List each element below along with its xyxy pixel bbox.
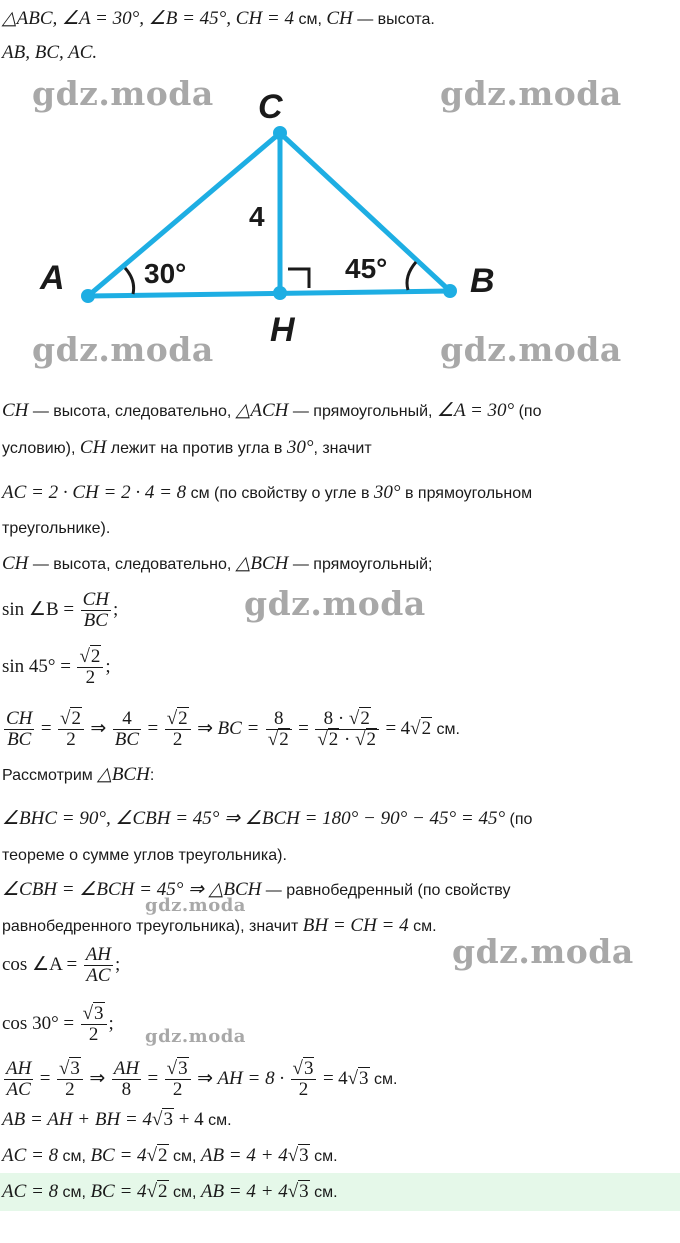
math: ⇒ bbox=[197, 718, 214, 739]
math: ∠CBH = ∠BCH = 45° ⇒ △BCH bbox=[2, 879, 262, 900]
fraction: $\frac{√2}{2}$ bbox=[58, 709, 84, 750]
solution-line-3 bbox=[2, 482, 532, 505]
math: BC = bbox=[217, 718, 260, 739]
math: AB = 4 + 4 bbox=[200, 1145, 288, 1166]
vertex-c-dot bbox=[273, 126, 287, 140]
fraction: $\frac{8 \cdot √2}{√2 \cdot √2}$ bbox=[315, 709, 379, 750]
label-angle-a: 30° bbox=[144, 258, 187, 289]
math: cos ∠A = bbox=[2, 954, 78, 975]
punct: ; bbox=[108, 1013, 114, 1034]
text: см, bbox=[168, 1184, 201, 1201]
denominator: 2 bbox=[85, 667, 96, 689]
math: BC = 4 bbox=[90, 1181, 147, 1202]
bc-derivation bbox=[2, 706, 460, 753]
text: — высота, следовательно, bbox=[28, 556, 236, 573]
watermark: gdz.moda bbox=[440, 74, 622, 113]
fraction: $\frac{AH}{8}$ bbox=[113, 1058, 140, 1101]
summary-line bbox=[2, 1145, 338, 1168]
math: △ACH bbox=[235, 400, 289, 421]
math: √2 bbox=[146, 1145, 168, 1166]
label-angle-b: 45° bbox=[345, 253, 388, 284]
math: + 4 bbox=[173, 1109, 204, 1130]
numerator: CH bbox=[82, 589, 109, 611]
watermark: gdz.moda bbox=[452, 932, 634, 971]
math: CH bbox=[79, 437, 107, 458]
angles-line bbox=[2, 808, 532, 831]
watermark: gdz.moda bbox=[32, 330, 214, 369]
fraction: $\frac{AH}{AC}$ bbox=[6, 1058, 32, 1101]
isosceles-line-2 bbox=[2, 915, 437, 938]
math: AC = 2 · CH = 2 · 4 = 8 bbox=[2, 482, 187, 503]
given-ch: CH bbox=[326, 8, 353, 29]
consider-line bbox=[2, 764, 154, 787]
vertices bbox=[81, 126, 457, 303]
watermark: gdz.moda bbox=[145, 1026, 246, 1047]
math: AB = AH + BH = 4 bbox=[2, 1109, 152, 1130]
text: , значит bbox=[313, 440, 372, 457]
text: см. bbox=[309, 1148, 338, 1165]
solution-line-4: треугольнике). bbox=[2, 520, 111, 537]
text: лежит на против угла в bbox=[106, 440, 287, 457]
text: : bbox=[149, 767, 155, 784]
solution-line-1 bbox=[2, 400, 541, 423]
watermark: gdz.moda bbox=[145, 895, 246, 916]
math: ⇒ bbox=[197, 1068, 213, 1089]
math: sin ∠B = bbox=[2, 599, 75, 620]
denominator: BC bbox=[83, 610, 108, 632]
fraction: $\frac{√2}{2}$ bbox=[77, 647, 103, 688]
angle-b-arc bbox=[407, 262, 416, 290]
punct: ; bbox=[105, 656, 111, 677]
fraction: $\frac{√3}{2}$ bbox=[57, 1059, 83, 1100]
text: в прямоугольном bbox=[400, 485, 533, 502]
answer-line bbox=[2, 1181, 338, 1204]
math: CH bbox=[2, 553, 29, 574]
math: AC = 8 bbox=[2, 1181, 59, 1202]
math: 4 bbox=[400, 718, 411, 739]
vertex-a-dot bbox=[81, 289, 95, 303]
text: (по bbox=[505, 811, 533, 828]
text: — высота, следовательно, bbox=[28, 403, 236, 420]
math: AB = 4 + 4 bbox=[200, 1181, 288, 1202]
given-tail: — высота. bbox=[352, 11, 435, 28]
math: = bbox=[147, 718, 159, 739]
fraction: $\frac{4}{BC}$ bbox=[114, 708, 140, 751]
text: — равнобедренный (по свойству bbox=[261, 882, 511, 899]
math: = bbox=[40, 718, 52, 739]
triangle-lines bbox=[88, 133, 450, 296]
text: см, bbox=[168, 1148, 201, 1165]
sin-45-formula bbox=[2, 645, 111, 690]
math: = bbox=[322, 1068, 334, 1089]
given-line bbox=[2, 8, 435, 31]
math: CH bbox=[2, 400, 29, 421]
text: Рассмотрим bbox=[2, 767, 98, 784]
math: √3 bbox=[287, 1145, 309, 1166]
fraction: $\frac{√3}{2}$ bbox=[81, 1004, 107, 1045]
cos-30-formula bbox=[2, 1002, 114, 1047]
text: см. bbox=[203, 1112, 232, 1129]
fraction: $\frac{√3}{2}$ bbox=[165, 1059, 191, 1100]
math: ⇒ bbox=[89, 1068, 106, 1089]
math: cos 30° = bbox=[2, 1013, 75, 1034]
label-height: 4 bbox=[249, 201, 265, 232]
text: — прямоугольный, bbox=[288, 403, 437, 420]
math: √3 bbox=[287, 1181, 309, 1202]
text: — прямоугольный; bbox=[288, 556, 433, 573]
find-line: AB, BC, AC. bbox=[2, 42, 98, 63]
fraction: $\frac{√3}{2}$ bbox=[291, 1059, 317, 1100]
cos-a-formula bbox=[2, 942, 120, 989]
punct: ; bbox=[112, 599, 119, 620]
figure-labels bbox=[39, 88, 495, 349]
theorem-line: теореме о сумме углов треугольника). bbox=[2, 847, 287, 864]
math: BC = 4 bbox=[90, 1145, 147, 1166]
solution-line-2 bbox=[2, 437, 372, 460]
ab-line bbox=[2, 1109, 232, 1132]
watermark: gdz.moda bbox=[32, 74, 214, 113]
math: √2 bbox=[146, 1181, 168, 1202]
math: ∠BHC = 90°, ∠CBH = 45° ⇒ ∠BCH = 180° − 90° − 45° = 45° bbox=[2, 808, 506, 829]
label-a: A bbox=[40, 259, 65, 297]
vertex-b-dot bbox=[443, 284, 457, 298]
text: см. bbox=[432, 721, 460, 738]
math: = bbox=[298, 718, 309, 739]
punct: ; bbox=[115, 954, 121, 975]
math: △BCH bbox=[235, 553, 289, 574]
text: равнобедренного треугольника), значит bbox=[2, 918, 303, 935]
label-c: C bbox=[258, 88, 283, 126]
ah-derivation bbox=[2, 1056, 397, 1103]
math: = bbox=[385, 718, 397, 739]
fraction: $\frac{√2}{2}$ bbox=[165, 709, 191, 750]
math: √2 bbox=[410, 718, 432, 739]
watermark: gdz.moda bbox=[244, 584, 426, 623]
text: (по bbox=[514, 403, 542, 420]
math: sin 45° = bbox=[2, 656, 71, 677]
math: 30° bbox=[286, 437, 314, 458]
label-b: B bbox=[470, 262, 495, 300]
fraction bbox=[81, 590, 111, 631]
text: см. bbox=[369, 1071, 398, 1088]
vertex-h-dot bbox=[273, 286, 287, 300]
text: см, bbox=[58, 1148, 91, 1165]
text: см (по свойству о угле в bbox=[186, 485, 374, 502]
isosceles-line bbox=[2, 879, 510, 902]
fraction: $\frac{CH}{BC}$ bbox=[6, 708, 33, 751]
angle-a-arc bbox=[125, 268, 134, 294]
given-unit: см, bbox=[294, 11, 327, 28]
math: √3 bbox=[152, 1109, 173, 1130]
radicand: 2 bbox=[90, 646, 101, 668]
fraction: $\frac{AH}{AC}$ bbox=[85, 944, 112, 987]
math: ∠A = 30° bbox=[436, 400, 515, 421]
watermark: gdz.moda bbox=[440, 330, 622, 369]
math: △BCH bbox=[97, 764, 150, 785]
given-math: △ABC, ∠A = 30°, ∠B = 45°, CH = 4 bbox=[2, 8, 294, 29]
math: AC = 8 bbox=[2, 1145, 59, 1166]
math: ⇒ bbox=[90, 718, 107, 739]
math: 30° bbox=[373, 482, 401, 503]
text: см. bbox=[408, 918, 437, 935]
math: 4 bbox=[338, 1068, 348, 1089]
right-angle-mark bbox=[288, 269, 309, 288]
math: √3 bbox=[347, 1068, 369, 1089]
fraction: $\frac{8}{√2}$ bbox=[266, 709, 292, 750]
math: = bbox=[147, 1068, 159, 1089]
math: AH = 8 · bbox=[217, 1068, 285, 1089]
text: см, bbox=[58, 1184, 91, 1201]
text: условию), bbox=[2, 440, 80, 457]
math: = bbox=[39, 1068, 51, 1089]
side-ab bbox=[88, 291, 450, 296]
math: BH = CH = 4 bbox=[302, 915, 409, 936]
solution-line-5 bbox=[2, 553, 432, 576]
sin-b-formula bbox=[2, 588, 118, 633]
text: см. bbox=[309, 1184, 338, 1201]
label-h: H bbox=[270, 311, 295, 349]
